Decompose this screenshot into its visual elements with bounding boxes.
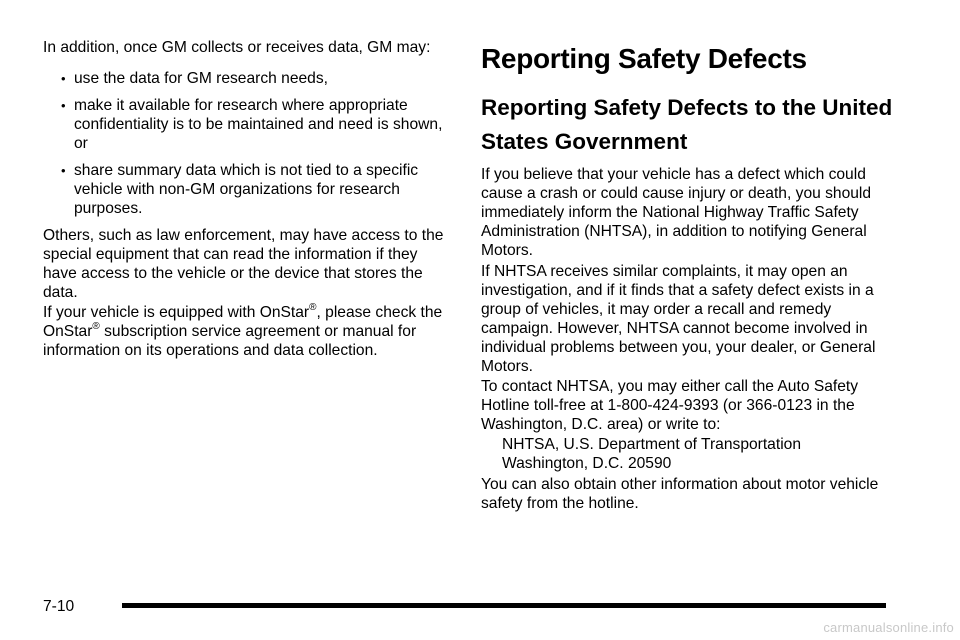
nhtsa-complaints-paragraph: If NHTSA receives similar complaints, it may open an investigation, and if it finds that a safety defect exists in a group of vehicles, it may order a recall and remedy campaign. However, NHTSA cannot become involved in individual problems between you, your dealer, or General Motors. bbox=[481, 263, 876, 375]
onstar-text-a: If your vehicle is equipped with OnStar bbox=[43, 304, 310, 321]
defect-paragraph: If you believe that your vehicle has a defect which could cause a crash or could cause injury or death, you should immediately inform the National Highway Traffic Safety Administration (NHTSA), in addition to notifying General Motors. bbox=[481, 166, 872, 259]
onstar-text-b: , please check the OnStar bbox=[43, 304, 443, 340]
page-number: 7-10 bbox=[43, 598, 75, 615]
footer-rule bbox=[122, 603, 886, 608]
onstar-paragraph bbox=[43, 303, 453, 360]
hotline-paragraph: You can also obtain other information about motor vehicle safety from the hotline. bbox=[481, 476, 879, 512]
list-item bbox=[43, 161, 453, 218]
address-line: Washington, D.C. 20590 bbox=[502, 455, 672, 472]
bullet-icon: • bbox=[61, 98, 66, 113]
list-item bbox=[43, 96, 453, 153]
address-block bbox=[502, 435, 902, 473]
contact-paragraph: To contact NHTSA, you may either call the Auto Safety Hotline toll-free at 1-800-424-9393 (or 366-0123 in the Washington, D.C. area) or write to: bbox=[481, 378, 859, 433]
law-enforcement-paragraph: Others, such as law enforcement, may have access to the special equipment that can read the information if they have access to the vehicle or the device that stores the data. bbox=[43, 227, 444, 301]
list-item-text: make it available for research where appropriate confidentiality is to be maintained and need is shown, or bbox=[74, 97, 443, 152]
watermark: carmanualsonline.info bbox=[823, 620, 954, 635]
bullet-list bbox=[43, 69, 453, 226]
subsection-heading: Reporting Safety Defects to the United States Government bbox=[481, 95, 893, 154]
registered-mark: ® bbox=[309, 302, 317, 313]
onstar-text-c: subscription service agreement or manual for information on its operations and data collection. bbox=[43, 323, 417, 359]
intro-text: In addition, once GM collects or receives data, GM may: bbox=[43, 39, 431, 56]
section-heading: Reporting Safety Defects bbox=[481, 43, 807, 74]
bullet-icon: • bbox=[61, 71, 66, 86]
address-line: NHTSA, U.S. Department of Transportation bbox=[502, 436, 801, 453]
bullet-icon: • bbox=[61, 163, 66, 178]
list-item bbox=[43, 69, 453, 88]
registered-mark: ® bbox=[92, 321, 100, 332]
list-item-text: share summary data which is not tied to a specific vehicle with non-GM organizations for research purposes. bbox=[74, 162, 419, 217]
list-item-text: use the data for GM research needs, bbox=[74, 70, 328, 87]
